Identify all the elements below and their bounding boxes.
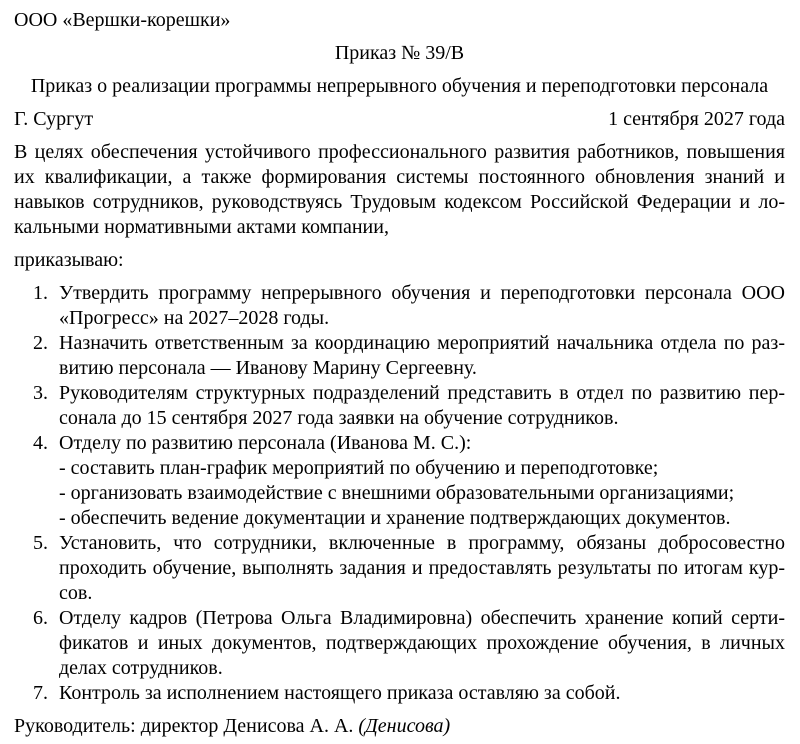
date-label: 1 сентября 2027 года	[608, 108, 785, 130]
order-item-1	[14, 281, 785, 331]
order-item-5-text: Установить, что сотрудники, включенные в программу, обязаны добросовестно проходить обучение, выполнять задания и предоставлять результаты по итогам курсов.	[59, 532, 785, 604]
signature-label: Руководитель: директор Денисова А. А.	[14, 715, 359, 737]
signature-handwritten-name: (Денисова)	[358, 715, 451, 737]
order-item-7	[14, 681, 785, 706]
order-item-6	[14, 606, 785, 681]
order-item-1-number: 1.	[33, 282, 48, 304]
city-label: Г. Сургут	[14, 108, 94, 130]
order-item-2-text: Назначить ответственным за координацию мероприятий начальника отдела по развитию персонала — Иванову Марину Сергеевну.	[59, 332, 785, 379]
order-word: приказываю:	[14, 249, 124, 271]
order-item-7-text: Контроль за исполнением настоящего приказа оставляю за собой.	[59, 682, 621, 704]
order-item-3	[14, 381, 785, 431]
order-items-list	[14, 281, 785, 706]
company-name: ООО «Вершки-корешки»	[14, 9, 231, 31]
order-item-4-subitem-3: - обеспечить ведение документации и хранение подтверждающих документов.	[59, 507, 731, 529]
order-item-7-number: 7.	[33, 682, 48, 704]
signature-line	[14, 714, 785, 739]
order-item-4-text: Отделу по развитию персонала (Иванова М. С.):	[59, 432, 472, 454]
order-item-6-number: 6.	[33, 607, 48, 629]
order-item-6-text: Отделу кадров (Петрова Ольга Владимировна) обеспечить хранение копий сертификатов и иных документов, подтверждающих прохождение обучения, в личных делах сотрудников.	[59, 607, 785, 679]
preamble-text: В целях обеспечения устойчивого профессионального развития работников, повышения их квалификации, а также формирования системы постоянного обновления знаний и навыков сотрудников, руководствуясь Трудовым кодексом Российской Федерации и локальными нормативными актами компании,	[14, 141, 785, 238]
order-item-5-number: 5.	[33, 532, 48, 554]
order-item-3-text: Руководителям структурных подразделений представить в отдел по развитию персонала до 15 сентября 2027 года заявки на обучение сотрудников.	[59, 382, 785, 429]
order-subject: Приказ о реализации программы непрерывного обучения и переподготовки персонала	[30, 75, 769, 97]
order-item-2-number: 2.	[33, 332, 48, 354]
order-item-5	[14, 531, 785, 606]
order-item-4-subitem-2: - организовать взаимодействие с внешними образовательными организациями;	[59, 482, 735, 504]
order-item-2	[14, 331, 785, 381]
order-item-4	[14, 431, 785, 531]
meta-row	[14, 107, 785, 132]
order-item-4-subitem-1: - составить план-график мероприятий по обучению и переподготовке;	[59, 457, 659, 479]
order-title: Приказ № 39/В	[334, 42, 465, 64]
order-item-4-number: 4.	[33, 432, 48, 454]
order-item-1-text: Утвердить программу непрерывного обучения и переподготовки персонала ООО «Прогресс» на 2027–2028 годы.	[59, 282, 785, 329]
order-item-3-number: 3.	[33, 382, 48, 404]
